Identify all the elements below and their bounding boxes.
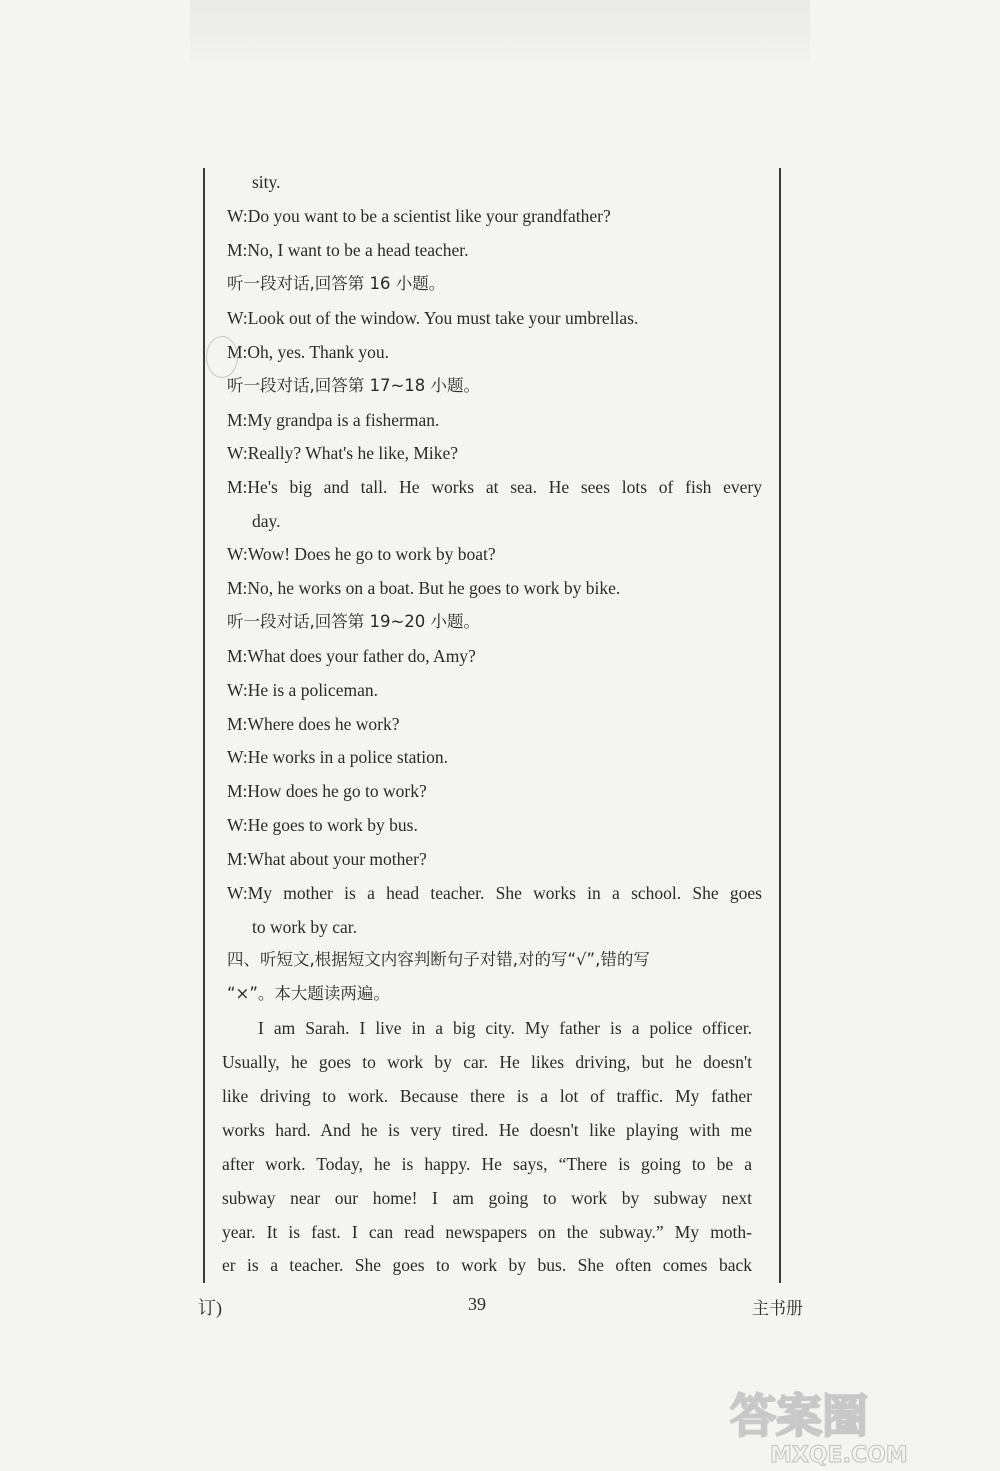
- right-margin-rule: [779, 168, 781, 1283]
- text-line: W:He works in a police station.: [227, 747, 448, 767]
- top-bleed-through: [190, 0, 810, 60]
- section-instruction: 听一段对话,回答第 17~18 小题。: [227, 376, 481, 395]
- text-line: W:Really? What's he like, Mike?: [227, 443, 459, 463]
- passage-line: year. It is fast. I can read newspapers on the subway.” My moth-: [222, 1222, 752, 1242]
- text-line: M:What about your mother?: [227, 849, 427, 869]
- passage-line: like driving to work. Because there is a lot of traffic. My father: [222, 1086, 752, 1106]
- section-heading: 四、听短文,根据短文内容判断句子对错,对的写“√”,错的写: [227, 950, 650, 969]
- passage-line: er is a teacher. She goes to work by bus. She often comes back: [222, 1255, 752, 1275]
- passage-line: Usually, he goes to work by car. He likes driving, but he doesn't: [222, 1052, 752, 1072]
- watermark-main-text: 答案圈: [730, 1389, 868, 1443]
- text-line: W:He is a policeman.: [227, 680, 378, 700]
- text-line: M:No, I want to be a head teacher.: [227, 240, 469, 260]
- section-instruction: 听一段对话,回答第 16 小题。: [227, 274, 446, 293]
- text-line: M:What does your father do, Amy?: [227, 646, 476, 666]
- page-number: 39: [468, 1294, 486, 1314]
- text-line: M:My grandpa is a fisherman.: [227, 410, 440, 430]
- text-line: M:How does he go to work?: [227, 781, 427, 801]
- text-line: W:Look out of the window. You must take your umbrellas.: [227, 308, 639, 328]
- passage-line: I am Sarah. I live in a big city. My father is a police officer.: [258, 1018, 752, 1038]
- text-line: W:Wow! Does he go to work by boat?: [227, 544, 496, 564]
- text-line: W:My mother is a head teacher. She works in a school. She goes: [227, 883, 762, 903]
- text-line: M:Where does he work?: [227, 714, 400, 734]
- text-line: M:He's big and tall. He works at sea. He sees lots of fish every: [227, 477, 762, 497]
- site-watermark-logo: [720, 1382, 990, 1467]
- text-line: M:Oh, yes. Thank you.: [227, 342, 390, 362]
- passage-line: after work. Today, he is happy. He says, “There is going to be a: [222, 1154, 752, 1174]
- text-line: day.: [252, 511, 281, 531]
- text-line: sity.: [252, 172, 281, 192]
- watermark-url-text: MXQE.COM: [770, 1443, 908, 1467]
- section-heading: “×”。本大题读两遍。: [227, 984, 390, 1003]
- passage-line: subway near our home! I am going to work by subway next: [222, 1188, 752, 1208]
- text-line: W:He goes to work by bus.: [227, 815, 418, 835]
- section-instruction: 听一段对话,回答第 19~20 小题。: [227, 612, 481, 631]
- text-line: M:No, he works on a boat. But he goes to work by bike.: [227, 578, 621, 598]
- passage-line: works hard. And he is very tired. He doesn't like playing with me: [222, 1120, 752, 1140]
- footer-left-text: 订): [198, 1298, 222, 1318]
- text-line: to work by car.: [252, 917, 357, 937]
- left-margin-rule: [203, 168, 205, 1283]
- footer-right-text: 主书册: [752, 1299, 803, 1319]
- text-line: W:Do you want to be a scientist like your grandfather?: [227, 206, 611, 226]
